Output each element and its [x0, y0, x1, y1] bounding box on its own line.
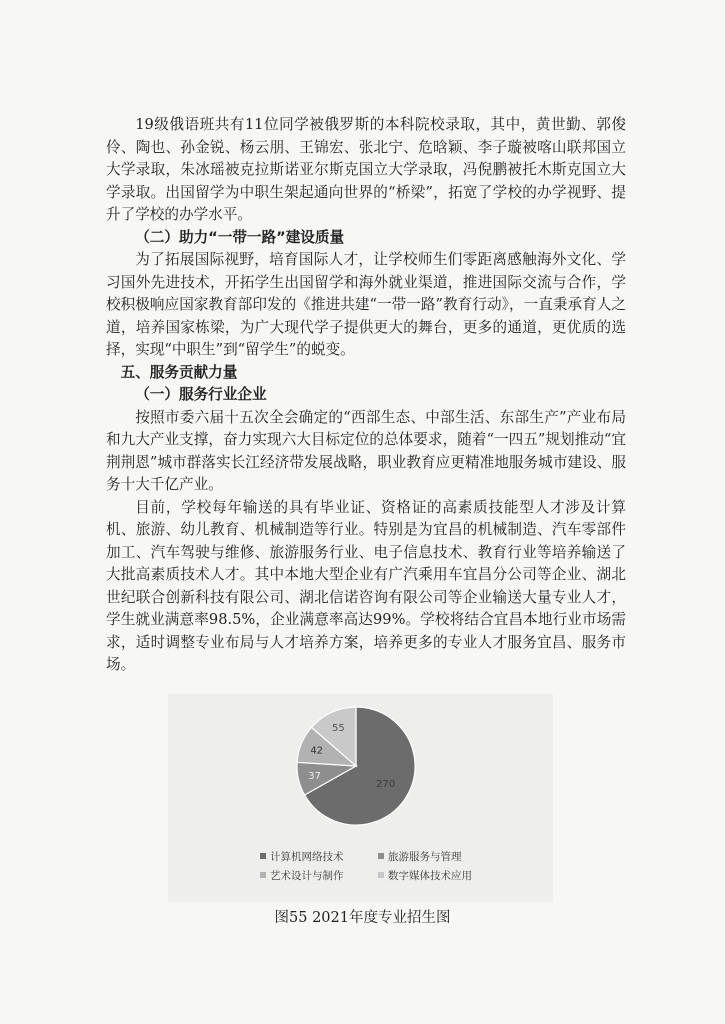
section-heading-serve-industry: （一）服务行业企业	[135, 386, 267, 403]
slice-value-label-4: 55	[332, 722, 345, 734]
paragraph-industry-layout: 按照市委六届十五次全会确定的“西部生态、中部生活、东部生产”产业布局和九大产业支撑，奋力实现六大目标定位的总体要求，随着“一四五”规划推动“宜荆荆恩”城市群落实长江经济带发展战略，职业教育应更精准地服务城市建设、服务十大千亿产业。	[106, 408, 626, 493]
legend-label-2: 旅游服务与管理	[388, 851, 462, 863]
legend-label-3: 艺术设计与制作	[270, 870, 344, 882]
section-heading-belt-road: （二）助力“一带一路”建设质量	[135, 228, 345, 246]
body-text	[106, 114, 626, 677]
legend-swatch-2	[378, 853, 384, 859]
enrollment-pie-chart	[168, 694, 553, 902]
legend-label-1: 计算机网络技术	[270, 851, 344, 863]
legend-label-4: 数字媒体技术应用	[388, 870, 472, 882]
legend-swatch-1	[260, 853, 266, 859]
chapter-heading-service-contribution: 五、服务贡献力量	[120, 363, 238, 381]
paragraph-international-vision: 为了拓展国际视野，培育国际人才，让学校师生们零距离感触海外文化、学习国外先进技术，开拓学生出国留学和海外就业渠道，推进国际交流与合作，学校积极响应国家教育部印发的《推进共建“一带一路”教育行动》，一直秉承育人之道，培养国家栋梁，为广大现代学子提供更大的舞台，更多的通道，更优质的选择，实现“中职生”到“留学生”的蜕变。	[106, 251, 626, 358]
pie-chart-svg	[168, 694, 553, 902]
paragraph-talent-supply: 目前，学校每年输送的具有毕业证、资格证的高素质技能型人才涉及计算机、旅游、幼儿教育、机械制造等行业。特别是为宜昌的机械制造、汽车零部件加工、汽车驾驶与维修、旅游服务行业、电子信息技术、教育行业等培养输送了大批高素质技术人才。其中本地大型企业有广汽乘用车宜昌分公司等企业、湖北世纪联合创新科技有限公司、湖北信诺咨询有限公司等企业输送大量专业人才，学生就业满意率98.5%，企业满意率高达99%。学校将结合宜昌本地行业市场需求，适时调整专业布局与人才培养方案，培养更多的专业人才服务宜昌、服务市场。	[106, 498, 626, 673]
slice-value-label-2: 37	[308, 770, 321, 782]
figure-caption: 图55 2021年度专业招生图	[274, 910, 451, 926]
slice-value-label-1: 270	[375, 778, 396, 790]
slice-value-label-3: 42	[310, 745, 324, 757]
legend-swatch-3	[260, 872, 266, 878]
paragraph-russian-class: 19级俄语班共有11位同学被俄罗斯的本科院校录取，其中，黄世勤、郭俊伶、陶也、孙金锐、杨云朋、王锦宏、张北宁、危晗颖、李子璇被喀山联邦国立大学录取，朱冰瑶被克拉斯诺亚尔斯克国立大学录取，冯倪鹏被托木斯克国立大学录取。出国留学为中职生架起通向世界的“桥梁”，拓宽了学校的办学视野、提升了学校的办学水平。	[106, 116, 626, 223]
legend-swatch-4	[378, 872, 384, 878]
